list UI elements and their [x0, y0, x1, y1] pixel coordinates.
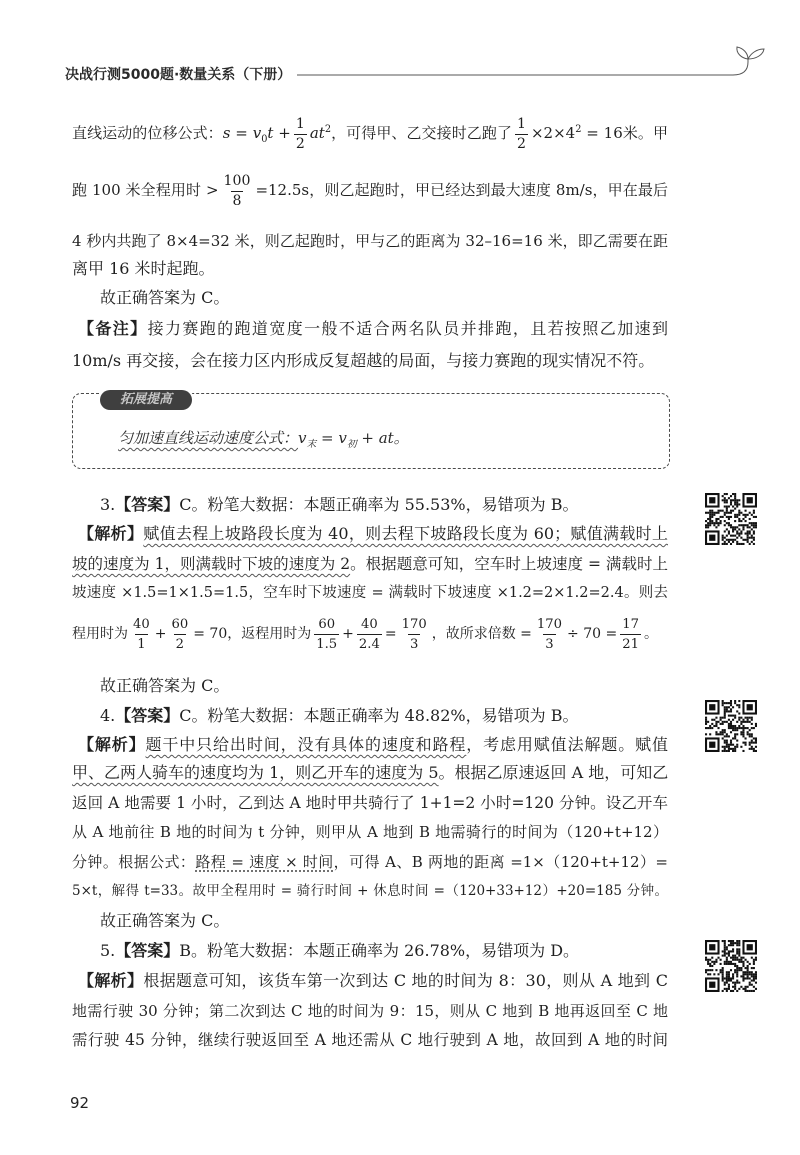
analysis-tag: 【解析】 [78, 971, 144, 990]
text: 接力赛跑的跑道宽度一般不适合两名队员并排跑，且若按照乙加速到 [147, 319, 668, 338]
answer-line [100, 490, 668, 520]
text-line [72, 111, 668, 155]
fraction-denominator: 8 [232, 192, 242, 209]
answer-line [100, 701, 668, 731]
fraction [131, 616, 152, 653]
running-header-title: 决战行测5000题·数量关系（下册） [65, 65, 297, 85]
formula: + at。 [356, 429, 409, 447]
text-line [78, 966, 668, 996]
answer-conclusion: 故正确答案为 C。 [100, 676, 230, 695]
qr-code [705, 700, 757, 752]
fraction-denominator: 3 [543, 634, 555, 653]
analysis-tag: 【解析】 [78, 735, 146, 754]
fraction-denominator: 1.5 [314, 634, 339, 653]
text-line: 从 A 地前往 B 地的时间为 t 分钟，则甲从 A 地到 B 地需骑行的时间为（120+t+12） [72, 823, 668, 841]
fraction-denominator: 21 [620, 634, 641, 653]
text-line: 5×t，解得 t=33。故甲全程用时 = 骑行时间 + 休息时间 =（120+33+12）+20=185 分钟。 [72, 883, 668, 899]
note-tag: 【备注】 [78, 319, 148, 338]
fraction [169, 616, 190, 653]
text-line: 地需行驶 30 分钟；第二次到达 C 地的时间为 9：15，则从 C 地到 B 地再返回至 C 地 [72, 1002, 668, 1020]
text: 直线运动的位移公式： [72, 124, 223, 142]
text: = [384, 626, 397, 642]
text-line: 返回 A 地需要 1 小时，乙到达 A 地时甲共骑行了 1+1=2 小时=120 分钟。设乙开车 [72, 794, 668, 812]
text-line [72, 758, 668, 788]
fraction-numerator: 17 [622, 616, 639, 632]
superscript: 2 [324, 124, 332, 135]
text: C。粉笔大数据：本题正确率为 48.82%，易错项为 B。 [179, 706, 579, 725]
fraction-numerator: 40 [133, 616, 150, 632]
fraction [314, 616, 339, 653]
fraction [222, 173, 253, 210]
fraction [294, 116, 307, 153]
text: = 70，返程用时为 [193, 626, 312, 642]
fraction-denominator: 2 [174, 634, 186, 653]
fraction-denominator: 3 [408, 634, 420, 653]
answer-tag: 【答案】 [115, 941, 180, 960]
qr-code [705, 493, 757, 545]
text: 。 [643, 626, 658, 642]
answer-conclusion: 故正确答案为 C。 [100, 288, 230, 307]
superscript: 2 [575, 124, 582, 135]
highlighted-text: 题干中只给出时间，没有具体的速度和路程 [145, 735, 467, 754]
fraction-denominator: 2.4 [357, 634, 382, 653]
highlighted-text: 坡的速度为 1，则满载时下坡的速度为 2 [72, 555, 351, 573]
text: + [154, 626, 167, 642]
page-number: 92 [70, 1094, 90, 1112]
text-line: 10m/s 再交接，会在接力区内形成反复超越的局面，与接力赛跑的现实情况不符。 [72, 351, 655, 370]
text-line [78, 730, 668, 760]
text: ÷ 70 = [567, 626, 618, 642]
subscript: 初 [346, 439, 357, 450]
question-number: 4. [100, 706, 116, 725]
text: B。粉笔大数据：本题正确率为 26.78%，易错项为 D。 [179, 941, 580, 960]
fraction [515, 116, 528, 153]
fraction-numerator: 100 [223, 172, 251, 189]
fraction [620, 616, 641, 653]
fraction-denominator: 1 [135, 634, 147, 653]
subscript: 0 [261, 134, 268, 145]
subscript: 末 [306, 439, 317, 450]
tip-box-text [118, 423, 409, 453]
text: + [342, 626, 354, 642]
text-line [72, 549, 668, 579]
text: 程用时为 [72, 626, 128, 642]
fraction-denominator: 2 [295, 135, 305, 152]
fraction-numerator: 60 [318, 616, 336, 632]
analysis-tag: 【解析】 [78, 524, 144, 543]
text: 根据题意可知，该货车第一次到达 C 地的时间为 8：30，则从 A 地到 C [143, 971, 668, 990]
text-line: 坡速度 ×1.5=1×1.5=1.5，空车时下坡速度 = 满载时下坡速度 ×1.2=2×1.2=2.4。则去 [72, 585, 668, 601]
answer-tag: 【答案】 [115, 706, 180, 725]
fraction-numerator: 40 [361, 616, 378, 632]
text: = 16米。甲 [581, 124, 668, 142]
text: 匀加速直线运动速度公式： [118, 429, 299, 447]
answer-conclusion: 故正确答案为 C。 [100, 911, 230, 930]
text: ，可得 A、B 两地的距离 =1×（120+t+12）= [333, 853, 668, 871]
fraction [400, 616, 429, 653]
emphasized-formula: 路程 = 速度 × 时间 [195, 853, 334, 871]
text: ，可得甲、乙交接时乙跑了 [331, 124, 512, 142]
text: C。粉笔大数据：本题正确率为 55.53%，易错项为 B。 [179, 495, 579, 514]
text-line: 需行驶 45 分钟，继续行驶返回至 A 地还需从 C 地行驶到 A 地，故回到 A 地的时间 [72, 1031, 668, 1049]
tip-box-label: 拓展提高 [100, 390, 192, 410]
text-line [72, 168, 668, 212]
qr-code [705, 940, 757, 992]
fraction-numerator: 60 [171, 616, 189, 632]
formula: s = v [222, 124, 262, 142]
fraction-numerator: 1 [295, 115, 305, 132]
answer-line [100, 936, 668, 966]
text: ×2×4 [530, 124, 576, 142]
text: ，故所求倍数 = [431, 626, 532, 642]
text: 跑 100 米全程用时 > [72, 181, 219, 199]
fraction-denominator: 2 [517, 135, 526, 152]
fraction-numerator: 170 [536, 616, 563, 632]
formula: = v [316, 429, 347, 447]
text-line [72, 847, 668, 877]
text: ，考虑用赋值法解题。赋值 [466, 735, 668, 754]
highlighted-text: 甲、乙两人骑车的速度均为 1，则乙开车的速度为 5 [72, 763, 439, 782]
text: 分钟。根据公式： [72, 853, 196, 871]
text-line [78, 519, 668, 549]
text-line: 离甲 16 米时起跑。 [72, 259, 215, 278]
formula: v [298, 429, 307, 447]
text: =12.5s，则乙起跑时，甲已经达到最大速度 8m/s，甲在最后 [255, 181, 668, 199]
formula: t + [267, 124, 291, 142]
formula: at [309, 124, 325, 142]
question-number: 3. [100, 495, 116, 514]
sprout-icon [0, 0, 800, 100]
question-number: 5. [100, 941, 116, 960]
text-line: 4 秒内共跑了 8×4=32 米，则乙起跑时，甲与乙的距离为 32–16=16 米，即乙需要在距 [72, 232, 668, 250]
fraction [535, 616, 564, 653]
highlighted-text: 赋值去程上坡路段长度为 40，则去程下坡路段长度为 60；赋值满载时上 [143, 524, 668, 543]
fraction-numerator: 170 [401, 616, 427, 632]
answer-tag: 【答案】 [115, 495, 180, 514]
text-line [78, 314, 668, 344]
text: 。根据乙原速返回 A 地，可知乙 [438, 763, 668, 782]
fraction [357, 616, 382, 653]
text-line [72, 612, 668, 656]
text: 。根据题意可知，空车时上坡速度 = 满载时上 [350, 555, 668, 573]
fraction-numerator: 1 [517, 115, 526, 132]
